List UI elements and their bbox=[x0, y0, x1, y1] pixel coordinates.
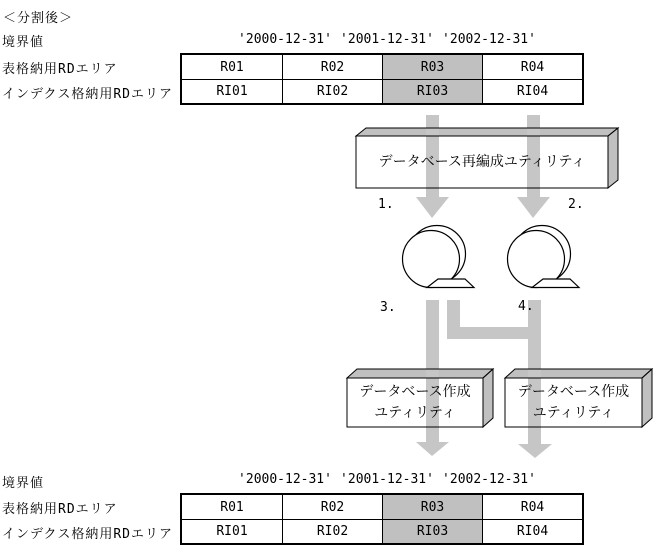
boundary-value: '2001-12-31' bbox=[340, 472, 434, 487]
rdarea-cell: RI02 bbox=[282, 519, 382, 543]
step-label-2: 2. bbox=[568, 197, 584, 212]
table-rdarea-label-bottom: 表格納用RDエリア bbox=[2, 502, 118, 517]
boundary-value: '2000-12-31' bbox=[238, 472, 332, 487]
create-utility-box-left-label bbox=[347, 378, 483, 427]
rdarea-cell: R04 bbox=[482, 55, 582, 79]
rdarea-cell: RI01 bbox=[182, 519, 282, 543]
create-utility-box-right-label bbox=[505, 378, 642, 427]
rdarea-cell: RI02 bbox=[282, 79, 382, 103]
reorg-utility-box-label: データベース再編成ユティリティ bbox=[378, 153, 586, 170]
create-utility-line1: データベース作成 bbox=[359, 383, 471, 400]
tape-reel-icon-1 bbox=[403, 226, 475, 288]
rdarea-cell: R04 bbox=[482, 495, 582, 519]
create-utility-line1: データベース作成 bbox=[517, 383, 630, 400]
step-label-4: 4. bbox=[518, 299, 534, 314]
rdarea-cell: RI04 bbox=[482, 519, 582, 543]
rdarea-cell-highlighted: RI03 bbox=[382, 79, 482, 103]
step-label-3: 3. bbox=[380, 300, 396, 315]
step-label-1: 1. bbox=[378, 197, 394, 212]
boundary-value: '2002-12-31' bbox=[442, 472, 536, 487]
rdarea-table-bottom bbox=[180, 493, 584, 545]
index-rdarea-label-bottom: インデクス格納用RDエリア bbox=[2, 527, 174, 542]
boundary-value: '2000-12-31' bbox=[238, 32, 332, 47]
rdarea-cell-highlighted: R03 bbox=[382, 495, 482, 519]
rdarea-cell-highlighted: R03 bbox=[382, 55, 482, 79]
rdarea-table-top bbox=[180, 53, 584, 105]
create-utility-line2: ユティリティ bbox=[532, 404, 615, 421]
tape-reel-icon-2 bbox=[508, 226, 580, 288]
rdarea-cell: R02 bbox=[282, 55, 382, 79]
rdarea-cell: R01 bbox=[220, 499, 244, 515]
boundary-label-bottom: 境界値 bbox=[2, 476, 45, 491]
index-rdarea-label-top: インデクス格納用RDエリア bbox=[2, 87, 174, 102]
boundary-value: '2002-12-31' bbox=[442, 32, 536, 47]
rdarea-cell: R01 bbox=[220, 59, 244, 75]
create-utility-line2: ユティリティ bbox=[374, 404, 456, 421]
table-rdarea-label-top: 表格納用RDエリア bbox=[2, 62, 118, 77]
diagram-title: ＜分割後＞ bbox=[3, 11, 74, 26]
rdarea-cell: R02 bbox=[282, 495, 382, 519]
rdarea-cell: RI04 bbox=[482, 79, 582, 103]
boundary-label-top: 境界値 bbox=[2, 35, 45, 50]
rdarea-cell: RI01 bbox=[182, 79, 282, 103]
rdarea-cell-highlighted: RI03 bbox=[382, 519, 482, 543]
boundary-value: '2001-12-31' bbox=[340, 32, 434, 47]
